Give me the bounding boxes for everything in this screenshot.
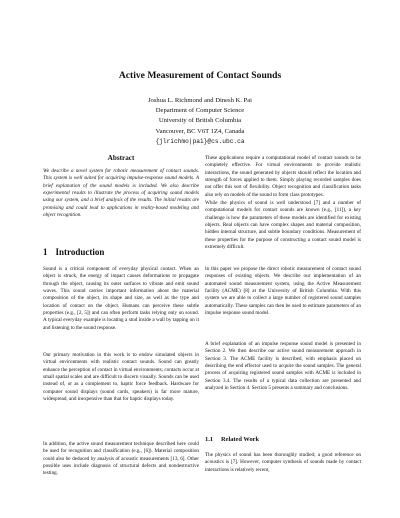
right-paragraph-3: In this paper we propose the direct robotic measurement of contact sound responses of existing objects. We describe our implementation of an automated sound measurement system, using the Active Measurement facility (ACME) [8] at the University of British Columbia. With this system we are able to collect a large number of registered sound samples automatically. These samples can then be used to estimate parameters of an impulse response sound model. bbox=[205, 266, 361, 317]
right-paragraph-1: These applications require a computational model of contact sounds to be completely effective. For virtual environments to provide realistic interactions, the sound generated by objects should reflect the location and strength of forces applied to them. Simply playing recorded samples does not offer this sort of flexibility. Object recognition and classification tasks also rely on models of the sound to form class prototypes. bbox=[205, 155, 361, 198]
right-paragraph-4: A brief explanation of an impulse response sound model is presented in Section 2. We then describe our active sound measurement approach in Section 3. The ACME facility is described, with emphasis placed on describing the end effector used to acquire the sound samples. The general process of acquiring registered sound samples with ACME is included in Section 3.4. The results of a typical data collection are presented and analyzed in Section 4. Section 5 presents a summary and conclusions. bbox=[205, 341, 361, 392]
section-1-1-title: Related Work bbox=[221, 436, 260, 443]
abstract-text: We describe a novel system for robotic measurement of contact sounds. This system is well suited for acquiring impulse-response sound models. A brief explanation of the sound models is included. We also describe experimental results to illustrate the process of acquiring sound models using our system, and a brief analysis of the results. The initial results are promising and could lead to applications in reality-based modeling and object recognition. bbox=[43, 168, 199, 219]
intro-paragraph-1: Sound is a critical component of everyday physical contact. When an object is struck, the energy of impact causes deformations to propagate through the object, causing its outer surfaces to vibrate and emit sound waves. This sound carries important information about the material composition of the object, its shape and size, as well as the type and location of contact on the object. Humans can perceive these subtle properties (e.g., [2, 5]) and can often perform tasks relying only on sound. A typical everyday example is locating a stud inside a wall by tapping on it and listening to the sound response. bbox=[43, 266, 199, 331]
related-work-paragraph: The physics of sound has been thoroughly studied; a good reference on acoustics is [7]. However, computer synthesis of sounds made by contact interactions is relatively recent, bbox=[205, 452, 361, 473]
author-department: Department of Computer Science bbox=[155, 107, 245, 115]
author-email: {jlrichmo|pai}@cs.ubc.ca bbox=[155, 137, 245, 145]
left-column bbox=[43, 0, 199, 518]
right-paragraph-2: While the physics of sound is well understood [7] and a number of computational models for contact sounds are known (e.g., [11]), a key challenge is how the parameters of these models are identified for existing objects. Real objects can have complex shapes and material composition, hidden internal structure, and subtle boundary conditions. Measurement of these properties for the purpose of constructing a contact sound model is extremely difficult. bbox=[205, 200, 361, 251]
paper-title: Active Measurement of Contact Sounds bbox=[118, 70, 282, 81]
abstract-heading: Abstract bbox=[107, 154, 135, 162]
intro-paragraph-3: In addition, the active sound measurement technique described here could be used for recognition and classification (e.g., [6]). Material composition could also be deduced by analysis of acoustic measurements [13, 6]. Other possible uses include diagnosis of structural defects and nondestructive testing. bbox=[43, 441, 199, 477]
section-1-1-number: 1.1 bbox=[205, 436, 213, 443]
author-university: University of British Columbia bbox=[158, 117, 242, 125]
right-column bbox=[205, 0, 361, 518]
section-1-title: Introduction bbox=[55, 247, 105, 257]
section-1-number: 1 bbox=[43, 247, 48, 257]
author-address: Vancouver, BC V6T 1Z4, Canada bbox=[155, 127, 245, 135]
author-names: Joshua L. Richmond and Dinesh K. Pai bbox=[147, 97, 253, 104]
section-1-1-heading bbox=[205, 436, 259, 443]
intro-paragraph-2: Our primary motivation in this work is to endow simulated objects in virtual environments with realistic contact sounds. Sound can greatly enhance the perception of contact in virtual environments; contacts occur at small spatial scales and are difficult to discern visually. Sounds can be used instead of, or as a complement to, haptic force feedback. Hardware for computer sound displays (sound cards, speakers) is far more mature, widespread, and inexpensive than that for haptic displays today. bbox=[43, 352, 199, 403]
section-1-heading bbox=[43, 249, 104, 256]
